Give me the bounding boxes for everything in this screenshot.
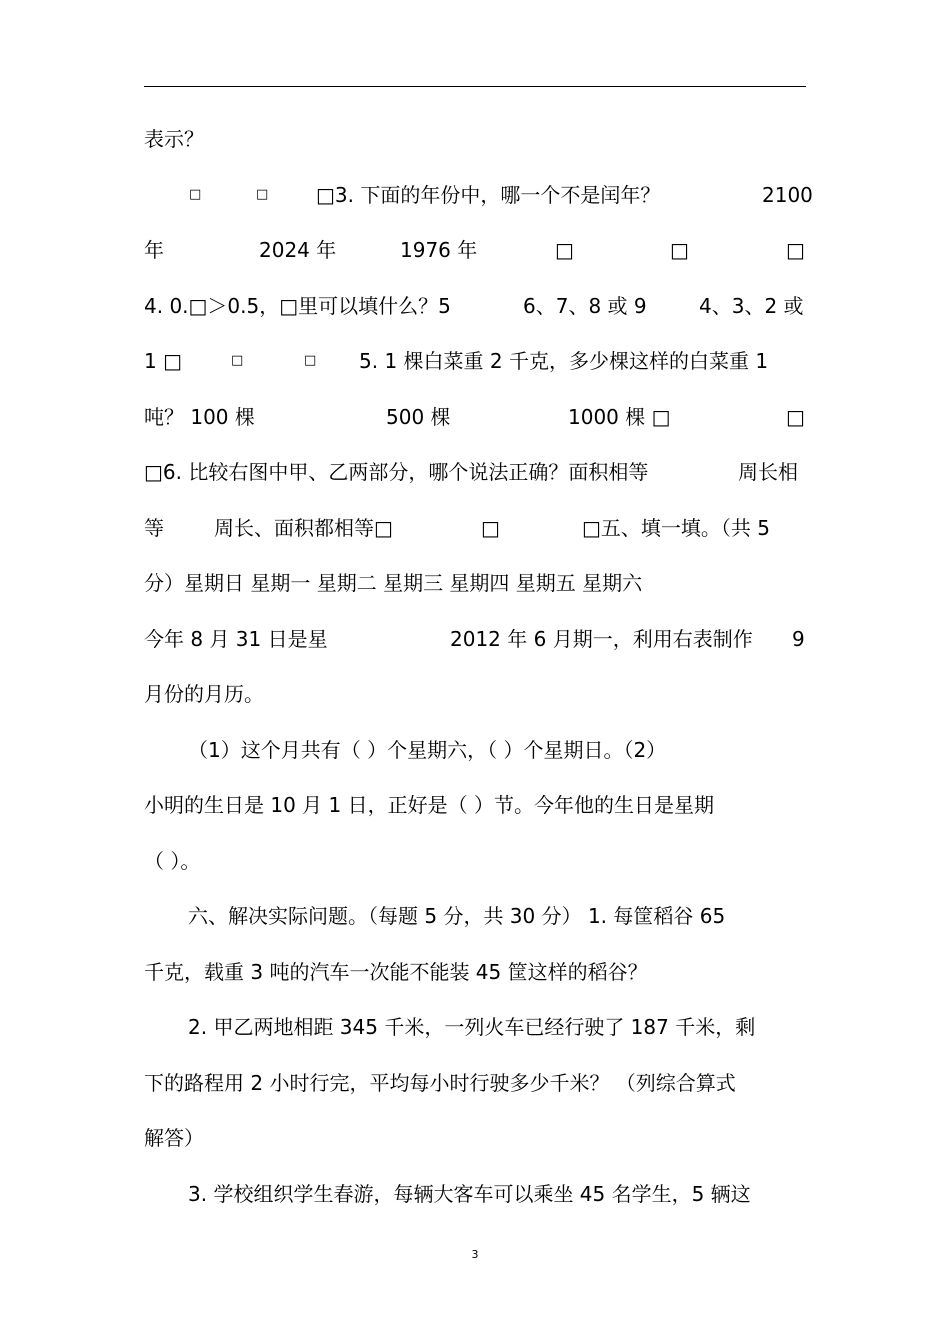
checkbox-glyph: □	[304, 353, 317, 368]
fill-in-question-1: （1）这个月共有（ ）个星期六，（ ）个星期日。（2）	[188, 737, 667, 762]
text-segment: 2024 年	[259, 238, 337, 262]
text-line	[144, 336, 806, 392]
text-line	[144, 947, 806, 1003]
text-line	[144, 725, 806, 781]
text-line	[144, 558, 806, 614]
text-line	[144, 836, 806, 892]
text-line	[144, 114, 806, 170]
checkbox-glyph: □	[786, 404, 805, 429]
text-segment: 2012 年 6 月期一，利用右表制作	[450, 626, 753, 651]
text-line	[144, 1113, 806, 1169]
text-segment: 6、7、8 或 9	[523, 293, 647, 318]
question-4: 4. 0.□＞0.5，□里可以填什么？5	[144, 293, 451, 318]
text-segment: 周长相	[738, 460, 798, 484]
checkbox-glyph: □	[670, 238, 689, 262]
text-line	[144, 281, 806, 337]
checkbox-glyph: □	[481, 515, 500, 540]
checkbox-glyph: □	[256, 186, 269, 202]
text-segment: （ ）。	[144, 848, 201, 873]
text-segment: 表示？	[144, 127, 204, 151]
text-segment: 9	[792, 626, 805, 651]
document-body	[144, 114, 813, 1224]
text-segment: 1000 棵 □	[568, 404, 671, 429]
text-segment: 千克，载重 3 吨的汽车一次能不能装 45 筐这样的稻谷？	[144, 959, 648, 984]
text-line	[144, 614, 806, 670]
text-segment: 1976 年	[400, 238, 478, 262]
text-segment: 2100	[762, 182, 813, 207]
checkbox-glyph: □	[231, 353, 244, 368]
checkbox-glyph: □	[786, 238, 805, 262]
text-line	[144, 392, 806, 448]
page-number: 3	[471, 1248, 479, 1261]
text-line	[144, 503, 806, 559]
text-line	[144, 1169, 806, 1225]
section-5-heading: □五、填一填。（共 5	[582, 515, 770, 540]
weekday-header: 分）星期日 星期一 星期二 星期三 星期四 星期五 星期六	[144, 571, 643, 595]
text-segment: 周长、面积都相等□	[214, 515, 393, 540]
text-line	[144, 225, 806, 281]
text-segment: 4、3、2 或	[699, 293, 804, 318]
text-segment: 500 棵	[386, 404, 451, 429]
text-segment: 年	[144, 238, 164, 262]
text-line	[144, 891, 806, 947]
text-line	[144, 1002, 806, 1058]
text-line	[144, 1058, 806, 1114]
text-segment: 1 □	[144, 349, 182, 373]
section-6-heading: 六、解决实际问题。（每题 5 分，共 30 分） 1. 每筐稻谷 65	[188, 904, 726, 928]
header-rule	[144, 86, 806, 87]
problem-3: 3. 学校组织学生春游，每辆大客车可以乘坐 45 名学生，5 辆这	[188, 1181, 751, 1206]
text-segment: 等	[144, 515, 164, 540]
text-line	[144, 170, 813, 226]
text-line	[144, 669, 806, 725]
text-segment: 今年 8 月 31 日是星	[144, 626, 328, 651]
question-3: □3. 下面的年份中，哪一个不是闰年？	[316, 182, 661, 207]
text-segment: 下的路程用 2 小时行完，平均每小时行驶多少千米？ （列综合算式	[144, 1070, 736, 1095]
question-5: 5. 1 棵白菜重 2 千克，多少棵这样的白菜重 1	[359, 349, 769, 373]
text-segment: 吨？ 100 棵	[144, 404, 255, 429]
fill-in-question-2: 小明的生日是 10 月 1 日，正好是（ ）节。今年他的生日是星期	[144, 793, 714, 817]
question-6: □6. 比较右图中甲、乙两部分，哪个说法正确？面积相等	[144, 460, 649, 484]
text-segment: 解答）	[144, 1126, 204, 1150]
checkbox-glyph: □	[555, 238, 574, 262]
text-segment: 月份的月历。	[144, 682, 264, 706]
text-line	[144, 447, 806, 503]
text-line	[144, 780, 806, 836]
problem-2: 2. 甲乙两地相距 345 千米，一列火车已经行驶了 187 千米，剩	[188, 1015, 756, 1039]
checkbox-glyph: □	[189, 186, 202, 202]
